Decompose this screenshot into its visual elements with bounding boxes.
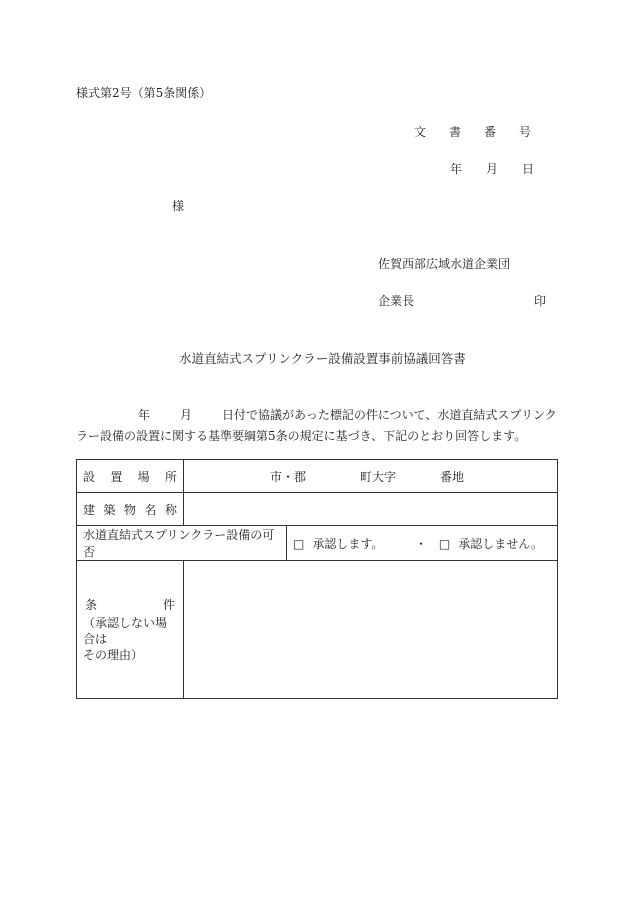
organization-name: 佐賀西部広域水道企業団 [378, 257, 511, 271]
body-line-2: ラー設備の設置に関する基準要綱第5条の規定に基づき、下記のとおり回答します。 [76, 429, 527, 443]
answer-form-table [76, 459, 558, 699]
doc-number-char: 書 [449, 125, 462, 139]
date-day: 日 [522, 162, 535, 176]
document-number-label [414, 123, 554, 140]
location-label [77, 460, 184, 493]
reject-checkbox[interactable]: □ [438, 536, 451, 551]
location-town: 町大字 [360, 469, 397, 484]
label-char: 築 [103, 502, 116, 517]
approve-label: 承認します。 [312, 536, 384, 551]
building-label [77, 493, 184, 526]
addressee-suffix: 様 [172, 199, 185, 213]
date-line [450, 160, 558, 177]
doc-number-char: 番 [484, 125, 497, 139]
form-number: 様式第2号（第5条関係） [76, 86, 212, 100]
seal-mark: 印 [534, 294, 547, 308]
conditions-label [77, 561, 184, 699]
label-char: 物 [123, 502, 136, 517]
table-row-building [77, 493, 558, 526]
label-char: 名 [144, 502, 157, 517]
label-char: 条 [85, 597, 98, 612]
location-city: 市・郡 [270, 469, 307, 484]
label-char: 称 [164, 502, 177, 517]
date-year: 年 [450, 162, 463, 176]
option-separator: ・ [415, 536, 428, 551]
building-value[interactable] [184, 493, 558, 526]
body-month: 月 [180, 408, 193, 422]
label-char: 設 [83, 469, 96, 484]
body-text [76, 405, 558, 447]
reject-label: 承認しません。 [458, 536, 543, 551]
label-char: 建 [83, 502, 96, 517]
doc-number-char: 文 [414, 125, 427, 139]
approval-options [287, 526, 558, 561]
location-lot: 番地 [440, 469, 465, 484]
table-row-location [77, 460, 558, 493]
label-char: 置 [110, 469, 123, 484]
conditions-note-line-2: その理由） [83, 647, 144, 662]
table-row-conditions [77, 561, 558, 699]
location-value[interactable] [184, 460, 558, 493]
approval-label: 水道直結式スプリンクラー設備の可否 [77, 526, 287, 561]
date-month: 月 [486, 162, 499, 176]
label-char: 場 [137, 469, 150, 484]
head-title: 企業長 [378, 294, 415, 308]
body-line-1-text: 日付で協議があった標記の件について、水道直結式スプリンク [222, 408, 557, 422]
label-char: 所 [164, 469, 177, 484]
table-row-approval [77, 526, 558, 561]
body-line-1 [76, 405, 558, 426]
body-year: 年 [138, 408, 151, 422]
label-char: 件 [162, 597, 175, 612]
conditions-note-line-1: （承認しない場合は [83, 615, 168, 646]
conditions-value[interactable] [184, 561, 558, 699]
document-title: 水道直結式スプリンクラー設備設置事前協議回答書 [179, 351, 466, 366]
approve-checkbox[interactable]: □ [293, 536, 305, 551]
doc-number-char: 号 [519, 125, 532, 139]
